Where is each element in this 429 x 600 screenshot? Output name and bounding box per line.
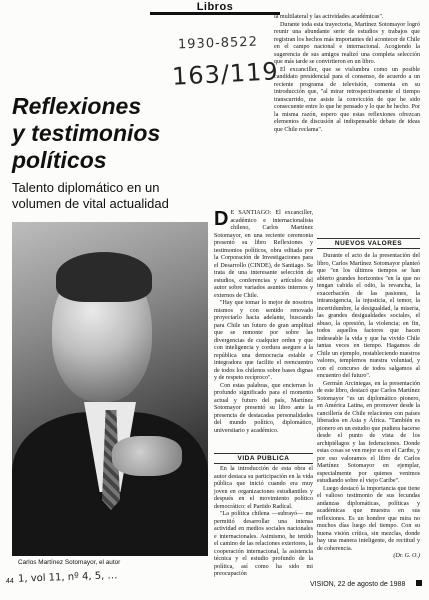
headline-line-3: políticos (12, 147, 107, 173)
paragraph: Luego destacó la importancia que tiene el valioso testimonio de sus fecundas andanzas diplomáticas, políticas y académicas que muestra en sus reflexiones. Es un hombre que mira no muchos días luego del tiempo. Con su buena visión crítica, sin mezclas, donde hay una manera inteligente, de rectitud y de coherencia. (317, 485, 420, 552)
column-lower (214, 466, 313, 579)
photo-hand (112, 436, 182, 476)
deck: Talento diplomático en un volumen de vital actualidad (12, 180, 169, 211)
subhead-nuevos-valores: NUEVOS VALORES (317, 238, 420, 249)
author-signature: (Dr. G. O.) (393, 553, 420, 559)
paragraph: Durante toda esta trayectoria, Martínez Sotomayor logró reunir una abundante serie de estudios y trabajos que registran los hechos más importantes del acontecer de Chile en el campo nacional e internacional. Acogiendo la sugerencia de sus amigos realizó una completa selección que más tarde se convirtieron en un libro. (274, 21, 420, 65)
drop-cap: D (214, 208, 229, 230)
headline-line-1: Reflexiones (12, 93, 142, 119)
lead-paragraph (214, 210, 313, 300)
handwritten-reference: 163/119 (171, 57, 280, 91)
handwritten-catalog-number: 1930-8522 (177, 34, 259, 53)
headline (12, 93, 202, 174)
paragraph: Durante el acto de la presentación del libro, Carlos Martínez Sotomayor planteó que "en los últimos tiempos se han abierto grandes horizontes "en la que no tengan cabida el odio, la revancha, la exacerbación de las pasiones, la intransigencia, la injusticia, el temor, la incertidumbre, la desigualdad, la miseria, las grandes desigualdades sociales, el abuso, la opresión, la violencia; en fin, todos aquellos factores que hacen indeseable la vida y que ha vivido Chile tantas veces en tiempo. Hagamos de Chile un ejemplo, restableciendo nuestros valores, templemos nuestra voluntad, y con el concurso de todos salgamos al encuentro del futuro". (317, 253, 420, 379)
lead-text: E SANTIAGO: El excanciller, académico e internacionalista chileno, Carlos Martínez Sotomayor, en una reciente ceremonia presentó su libro Reflexiones y testimonios políticos, obra editada por la Corporación de Investigaciones para el Desarrollo (CINDE), de Santiago. Se trata de una interesante selección de estudios, conferencias y artículos del autor sobre variados asuntos internos y externos de Chile. (214, 210, 313, 299)
photo-hair (56, 252, 152, 302)
paragraph: "La política chilena —subrayó— me permitió desarrollar una intensa actividad en medios sociales nacionales e internacionales. Asimismo, he tenido el camino de las relaciones exteriores, la cooperación internacional, la asistencia técnica y el estudio profundo de la política, así como ha sido mi preocupación (214, 511, 313, 577)
column-right (317, 253, 420, 561)
end-mark (416, 580, 422, 586)
handwritten-volume-note: 1, vol 11, nº 4, 5, … (17, 570, 118, 585)
paragraph: Germán Arciniegas, en la presentación de este libro, destacó que Carlos Martínez Sotomayor "es un diplomático pionero, en América Latina, en promover desde la cancillería de Chile relaciones con países liberados en Asia y África. "También es pionero en un estudio que pudiera hacerse desde el punto de vista de los archipiélagos y las federaciones. Donde estas cosas se ven mejor es en el Caribe, y por eso valoramos el libro de Carlos Martínez Sotomayor en ejemplar, especialmente por quienes venimos estudiando sobre el viejo Caribe". (317, 380, 420, 484)
paragraph: El excanciller, que se vislumbra como un posible candidato presidencial para el consenso, de acuerdo a un reciente programa de televisión, comenta en su introducción que, "al mirar retrospectivamente el tiempo transcurrido, me asiste la convicción de que he sido consecuente entre lo que he pensado y lo que he hecho. Por la misma razón, espero que estas reflexiones ofrezcan elementos de discusión al indispensable debate de ideas que Chile reclama". (274, 66, 420, 133)
paragraph: Con estas palabras, que encierran lo profundo significado para el momento actual y futuro del país, Martínez Sotomayor presentó su libro ante la presencia de destacadas personalidades del mundo político, diplomático, universitario y académico. (214, 382, 313, 434)
photo-caption: Carlos Martínez Sotomayor, el autor (18, 559, 121, 566)
paragraph: En la introducción de esta obra el autor destaca su participación en la vida pública que inició cuando era muy joven en organizaciones estudiantiles y después en el movimiento político democrático: el Partido Radical. (214, 466, 313, 510)
column-top-right (214, 14, 420, 134)
paragraph: "Hay que tomar lo mejor de nosotros mismos y con sentido renovado proyectarlo hacia adelante, buscando para Chile un futuro de gran amplitud que se remonte por sobre las divergencias de cualquier orden y que con inteligencia y cordura asegure a la república una democracia estable e integradora que facilite el reencuentro de todos los chilenos sobre bases dignas y de respeto recíproco". (214, 300, 313, 381)
column-lead (214, 210, 313, 435)
paragraph: la multilateral y las actividades académicas". (274, 14, 384, 20)
headline-line-2: y testimonios (12, 120, 161, 146)
page-number: 44 (6, 578, 14, 585)
author-photo (12, 222, 208, 556)
publication-date: VISION, 22 de agosto de 1988 (310, 581, 406, 588)
subhead-vida-publica: VIDA PUBLICA (214, 453, 313, 464)
section-title: Libros (196, 1, 234, 13)
